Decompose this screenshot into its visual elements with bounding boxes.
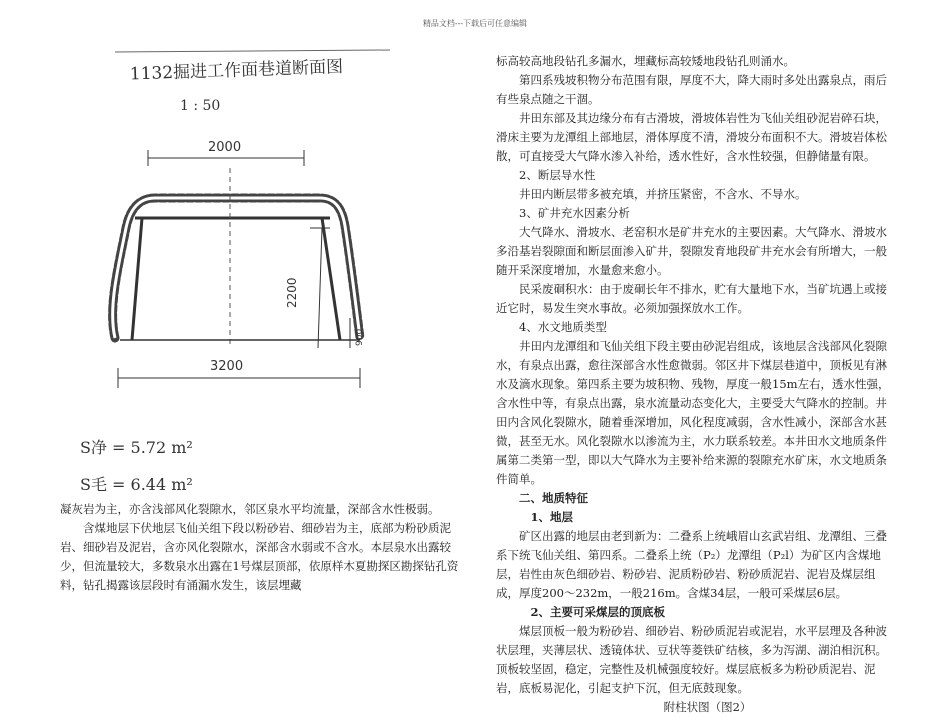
page-header: 精品文档---下载后可任意编辑 bbox=[422, 19, 528, 28]
right-column-text bbox=[496, 52, 896, 717]
right-para-8: 民采废硐积水：由于废硐长年不排水，贮有大量地下水，当矿坑遇上或接近它时，易发生突水事故。必须加强探放水工作。 bbox=[496, 282, 887, 315]
heading-hydro-type: 4、水文地质类型 bbox=[519, 320, 607, 334]
dim-top-width: 2000 bbox=[208, 140, 242, 155]
sketch-title: 1132掘进工作面巷道断面图 bbox=[129, 57, 344, 85]
right-para-5: 井田内断层带多被充填，并挤压紧密，不含水、不导水。 bbox=[519, 187, 807, 201]
gross-area: S毛 = 6.44 m² bbox=[80, 475, 193, 494]
dim-height: 2200 bbox=[285, 277, 299, 308]
right-para-1: 标高较高地段钻孔多漏水，埋藏标高较矮地段钻孔则涌水。 bbox=[496, 54, 795, 68]
left-para-1: 凝灰岩为主，亦含浅部风化裂隙水，邻区泉水平均流量，深部含水性极弱。 bbox=[60, 502, 440, 516]
roadway-section-sketch bbox=[60, 48, 460, 498]
heading-roof-floor: 2、主要可采煤层的顶底板 bbox=[530, 605, 666, 619]
right-para-15: 煤层顶板一般为粉砂岩、细砂岩、粉砂质泥岩或泥岩，水平层理及各种波状层理，夹薄层状、透镜体状、豆状等菱铁矿结核，多为泻湖、湖泊相沉积。顶板较坚固，稳定，完整性及机械强度较好。煤层底板多为粉砂质泥岩、泥岩，底板易泥化，引起支护下沉，但无底鼓现象。 bbox=[496, 624, 887, 695]
right-para-3: 井田东部及其边缘分布有古滑坡，滑坡体岩性为飞仙关组砂泥岩碎石块，滑床主要为龙潭组上部地层，滑体厚度不清，滑坡分布面积不大。滑坡岩体松散，可直接受大气降水渗入补给，透水性好，含水性较强，但静储量有限。 bbox=[496, 111, 887, 163]
heading-water-factors: 3、矿井充水因素分析 bbox=[519, 206, 630, 220]
left-column-text bbox=[60, 500, 460, 595]
right-para-2: 第四系残坡积物分布范围有限，厚度不大，降大雨时多处出露泉点，雨后有些泉点随之干涸。 bbox=[496, 73, 887, 106]
right-para-7: 大气降水、滑坡水、老窑积水是矿井充水的主要因素。大气降水、滑坡水多沿基岩裂隙面和断层面渗入矿井，裂隙发育地段矿井充水会有所增大，一般随开采深度增加，水量愈来愈小。 bbox=[496, 225, 887, 277]
figure-reference: 附柱状图（图2） bbox=[663, 700, 752, 714]
right-para-10: 井田内龙潭组和飞仙关组下段主要由砂泥岩组成，该地层含浅部风化裂隙水，有泉点出露，愈往深部含水性愈微弱。邻区井下煤层巷道中，顶板见有淋水及滴水现象。第四系主要为坡积物、残物，厚度一般15m左右，透水性强，含水性中等，有泉点出露，泉水流量动态变化大，主要受大气降水的控制。井田内含风化裂隙水，随着垂深增加，风化程度减弱，含水性减小，深部含水甚微，甚至无水。风化裂隙水以渗流为主，水力联系较差。本井田水文地质条件属第二类第一型，即以大气降水为主要补给来源的裂隙充水矿床，水文地质条件简单。 bbox=[496, 339, 890, 486]
dim-side: 900 bbox=[355, 328, 365, 346]
heading-strata: 1、地层 bbox=[530, 510, 574, 524]
sketch-scale: 1 : 50 bbox=[180, 98, 221, 114]
left-para-2: 含煤地层下伏地层飞仙关组下段以粉砂岩、细砂岩为主，底部为粉砂质泥岩、细砂岩及泥岩，含亦风化裂隙水，深部含水弱或不含水。本层泉水出露较少，但流量较大，多数泉水出露在1号煤层顶部，依原样木夏勘探区勘探钻孔资料，钻孔揭露该层段时有涌漏水发生，该层埋藏 bbox=[60, 521, 459, 592]
heading-fault-water: 2、断层导水性 bbox=[519, 168, 596, 182]
heading-geology: 二、地质特征 bbox=[519, 491, 588, 505]
dim-bottom-width: 3200 bbox=[210, 359, 244, 374]
right-para-13: 矿区出露的地层由老到新为：二叠系上统峨眉山玄武岩组、龙潭组、三叠系下统飞仙关组、第四系。二叠系上统（P₂）龙潭组（P₂l）为矿区内含煤地层，岩性由灰色细砂岩、粉砂岩、泥质粉砂岩、粉砂质泥岩、泥岩及煤层组成，厚度200～232m，一般216m。含煤34层，一般可采煤层6层。 bbox=[496, 529, 887, 600]
net-area: S净 = 5.72 m² bbox=[80, 438, 193, 457]
